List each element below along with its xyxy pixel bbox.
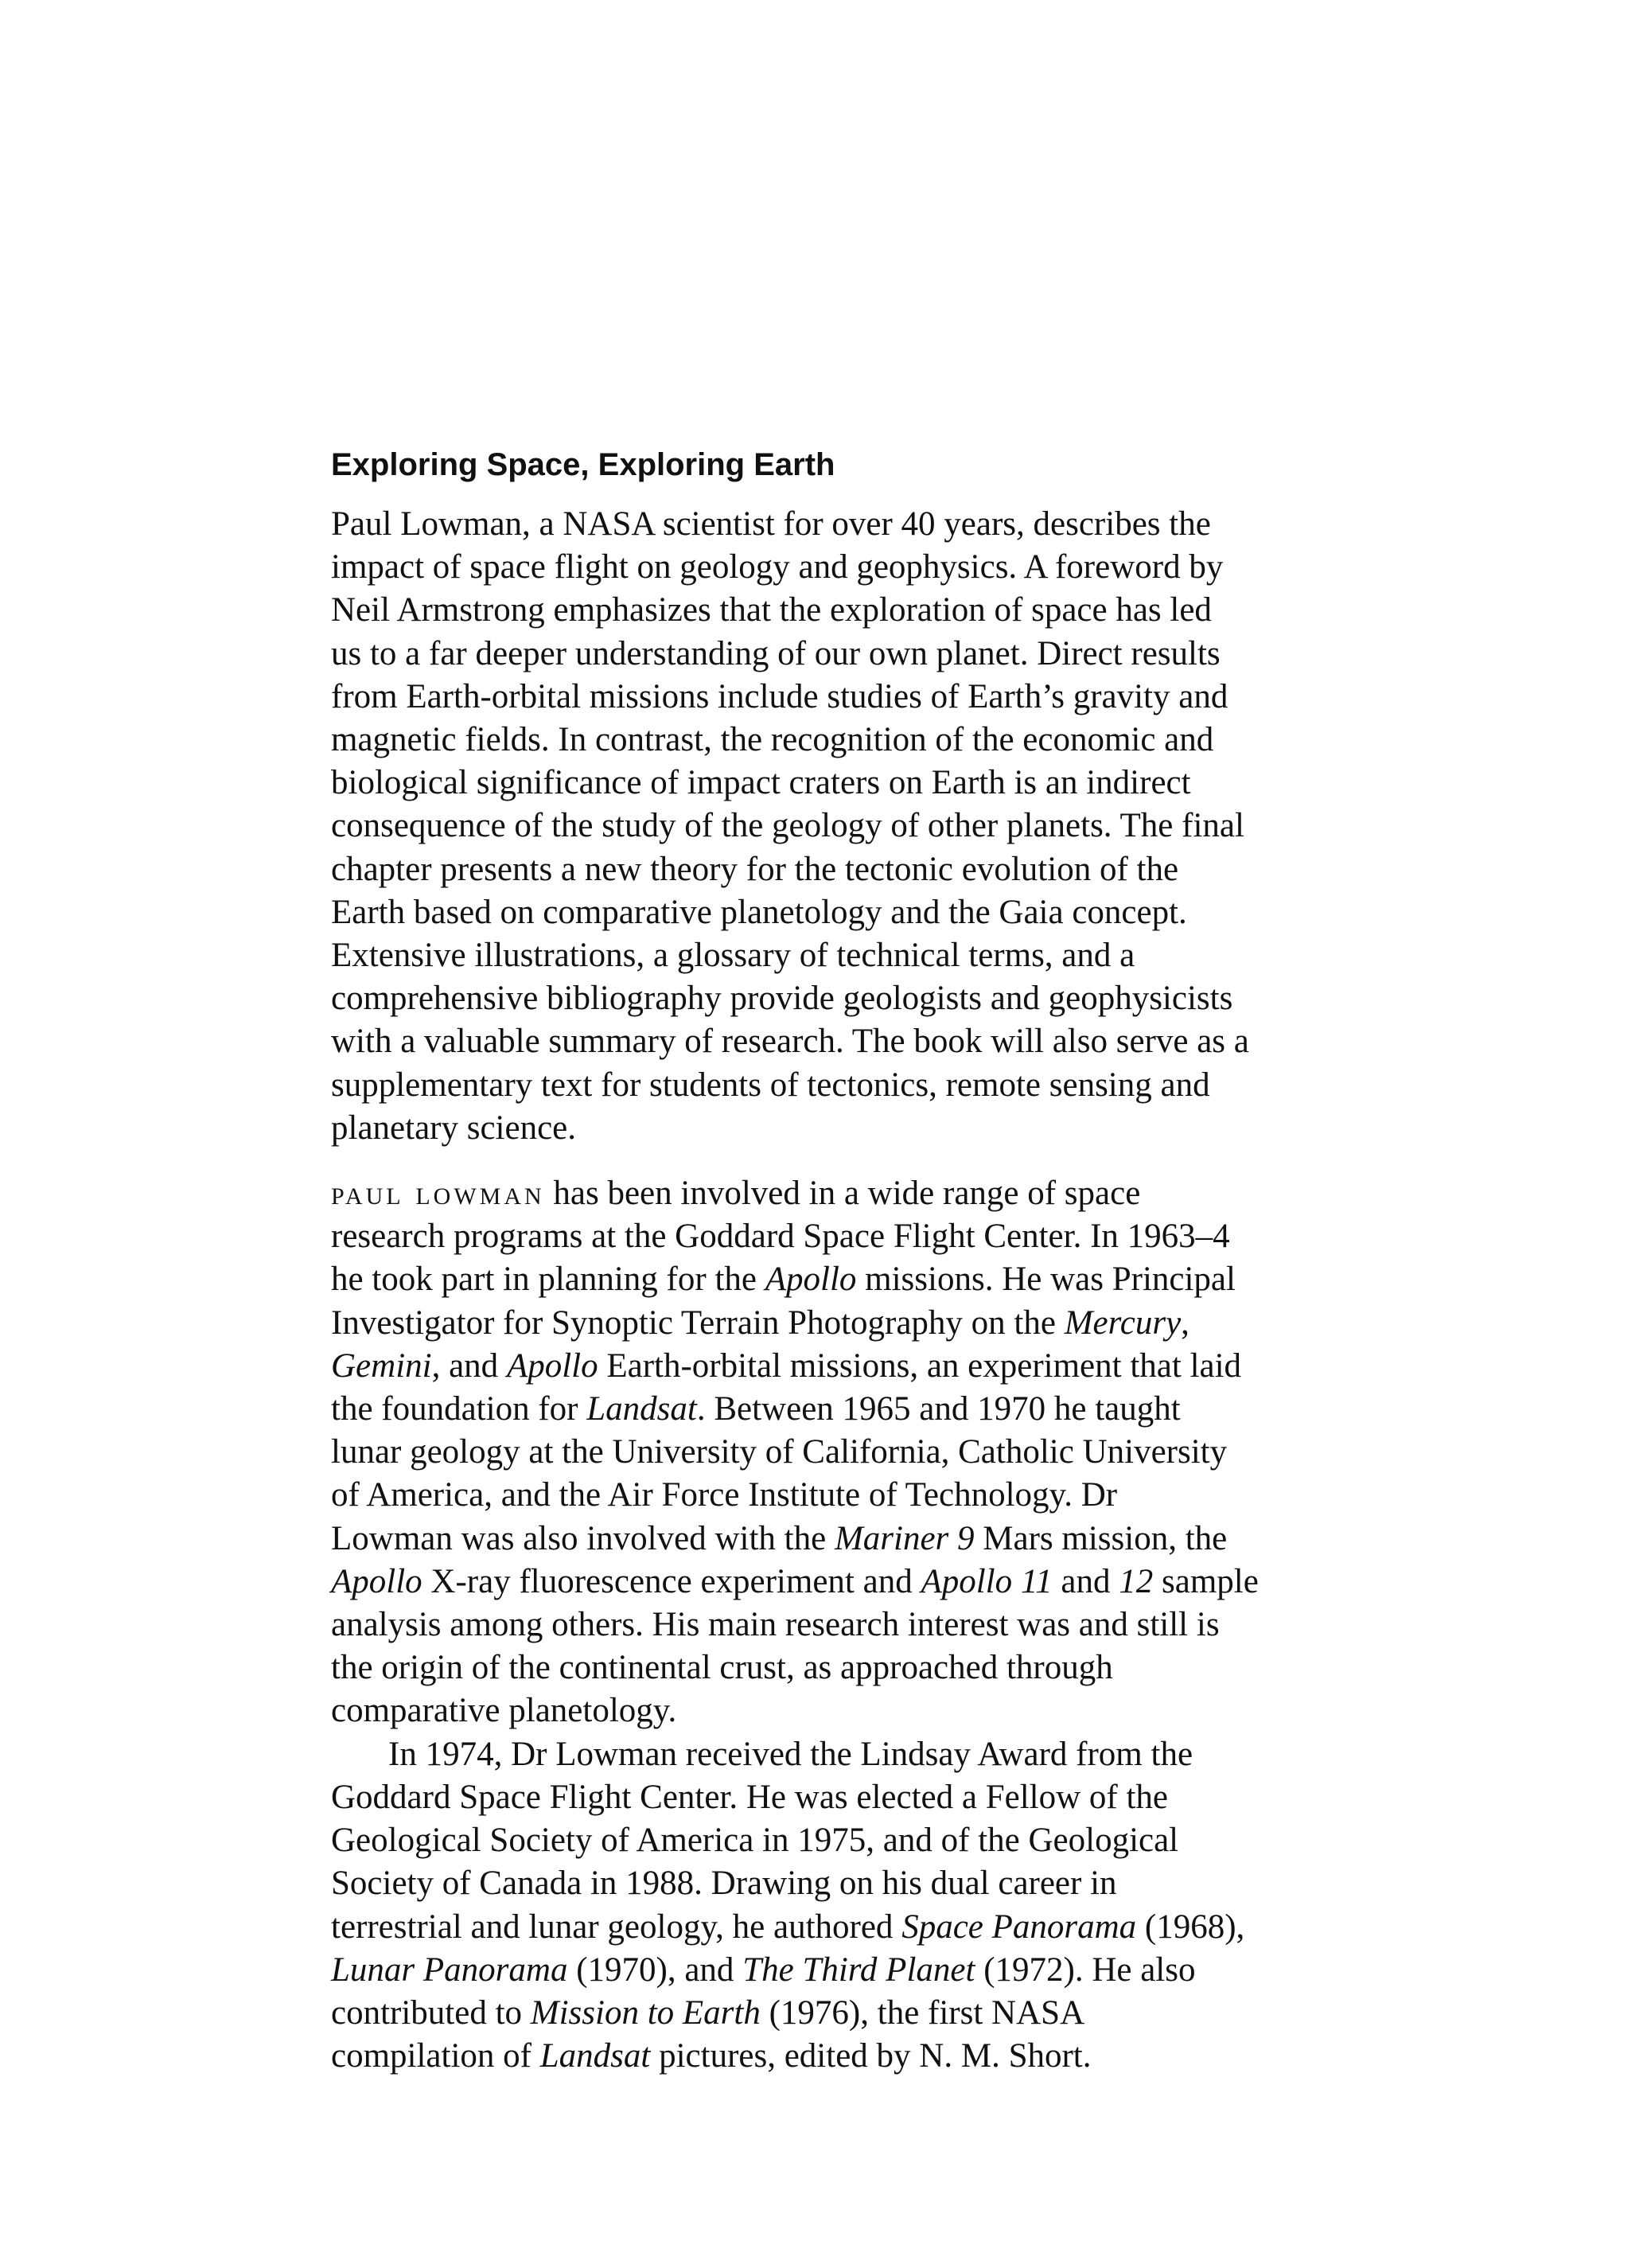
bio-text: Lowman was also involved with the <box>331 1519 835 1557</box>
bio-line: of America, and the Air Force Institute of Technology. Dr <box>331 1476 1118 1514</box>
bio-line: research programs at the Goddard Space Flight Center. In 1963–4 <box>331 1218 1230 1256</box>
bio-text: he took part in planning for the <box>331 1261 765 1299</box>
author-name: paul lowman <box>331 1175 545 1213</box>
author-awards-paragraph <box>331 1733 1341 2079</box>
awards-text: pictures, edited by N. M. Short. <box>650 2037 1092 2075</box>
bio-italic-title: Apollo <box>506 1346 598 1385</box>
awards-italic-title: Space Panorama <box>901 1908 1137 1946</box>
bio-line: lunar geology at the University of California, Catholic University <box>331 1433 1228 1471</box>
paragraph-spacer <box>331 1150 1341 1172</box>
awards-line <box>331 1906 1341 1949</box>
bio-line: the origin of the continental crust, as approached through <box>331 1649 1113 1687</box>
awards-line <box>331 1992 1341 2035</box>
bio-italic-title: Mariner 9 <box>834 1519 975 1557</box>
awards-text: contributed to <box>331 1993 531 2032</box>
bio-italic-title: Gemini <box>331 1346 432 1385</box>
bio-italic-title: 12 <box>1119 1562 1154 1600</box>
bio-text: has been involved in a wide range of space <box>544 1175 1141 1213</box>
author-bio-paragraph <box>331 1172 1341 1733</box>
bio-italic-title: Apollo <box>765 1261 857 1299</box>
bio-line <box>331 1518 1341 1561</box>
bio-line <box>331 1302 1341 1345</box>
book-description-paragraph <box>331 503 1341 1150</box>
bio-text: Earth-orbital missions, an experiment that laid <box>598 1346 1242 1385</box>
bio-text: X-ray fluorescence experiment and <box>422 1562 921 1600</box>
description-line: Paul Lowman, a NASA scientist for over 40 years, describes the <box>331 505 1211 543</box>
bio-italic-title: Landsat <box>586 1390 697 1428</box>
bio-line <box>331 1345 1341 1388</box>
awards-italic-title: Mission to Earth <box>530 1993 761 2032</box>
bio-line <box>331 1561 1341 1604</box>
awards-line: Society of Canada in 1988. Drawing on his dual career in <box>331 1865 1117 1903</box>
bio-italic-title: Mercury <box>1064 1304 1182 1342</box>
awards-line: Geological Society of America in 1975, and of the Geological <box>331 1822 1179 1860</box>
bio-text: Mars mission, the <box>974 1519 1228 1557</box>
bio-text: sample <box>1153 1562 1259 1600</box>
description-line: planetary science. <box>331 1109 576 1147</box>
awards-italic-title: Lunar Panorama <box>331 1950 568 1989</box>
awards-line: Goddard Space Flight Center. He was elected a Fellow of the <box>331 1778 1169 1816</box>
awards-line <box>331 2035 1341 2078</box>
awards-text: (1972). He also <box>975 1950 1196 1989</box>
description-line: us to a far deeper understanding of our own planet. Direct results <box>331 634 1221 672</box>
description-line: magnetic fields. In contrast, the recognition of the economic and <box>331 721 1214 759</box>
bio-text: Investigator for Synoptic Terrain Photography on the <box>331 1304 1065 1342</box>
bio-italic-title: Apollo 11 <box>921 1562 1053 1600</box>
bio-text: , and <box>431 1346 507 1385</box>
text-block <box>331 444 1341 2078</box>
description-line: biological significance of impact craters on Earth is an indirect <box>331 764 1191 802</box>
description-line: impact of space flight on geology and geophysics. A foreword by <box>331 548 1224 586</box>
description-line: Earth based on comparative planetology and the Gaia concept. <box>331 893 1187 931</box>
book-title-heading: Exploring Space, Exploring Earth <box>331 447 835 482</box>
bio-text: and <box>1052 1562 1119 1600</box>
awards-text: (1968), <box>1136 1908 1245 1946</box>
description-line: comprehensive bibliography provide geologists and geophysicists <box>331 980 1233 1018</box>
bio-text: missions. He was Principal <box>856 1261 1236 1299</box>
awards-line <box>331 1949 1341 1992</box>
description-line: supplementary text for students of tectonics, remote sensing and <box>331 1066 1210 1104</box>
awards-text: terrestrial and lunar geology, he authored <box>331 1908 902 1946</box>
bio-text: the foundation for <box>331 1390 587 1428</box>
awards-text: (1976), the first NASA <box>760 1993 1085 2032</box>
bio-text: , <box>1181 1304 1190 1342</box>
bio-line <box>331 1172 1341 1215</box>
description-line: with a valuable summary of research. The book will also serve as a <box>331 1023 1249 1061</box>
description-line: Extensive illustrations, a glossary of technical terms, and a <box>331 937 1135 975</box>
bio-line <box>331 1388 1341 1431</box>
description-line: Neil Armstrong emphasizes that the exploration of space has led <box>331 591 1212 629</box>
awards-line: In 1974, Dr Lowman received the Lindsay Award from the <box>388 1735 1193 1773</box>
bio-line: comparative planetology. <box>331 1692 677 1730</box>
awards-italic-title: The Third Planet <box>742 1950 975 1989</box>
bio-line: analysis among others. His main research interest was and still is <box>331 1606 1220 1644</box>
description-line: chapter presents a new theory for the tectonic evolution of the <box>331 850 1179 888</box>
description-line: consequence of the study of the geology of other planets. The final <box>331 807 1244 845</box>
awards-text: (1970), and <box>567 1950 743 1989</box>
awards-text: compilation of <box>331 2037 540 2075</box>
bio-line <box>331 1258 1341 1301</box>
description-line: from Earth-orbital missions include studies of Earth’s gravity and <box>331 677 1228 715</box>
bio-text: . Between 1965 and 1970 he taught <box>696 1390 1181 1428</box>
awards-italic-title: Landsat <box>539 2037 651 2075</box>
bio-italic-title: Apollo <box>331 1562 422 1600</box>
